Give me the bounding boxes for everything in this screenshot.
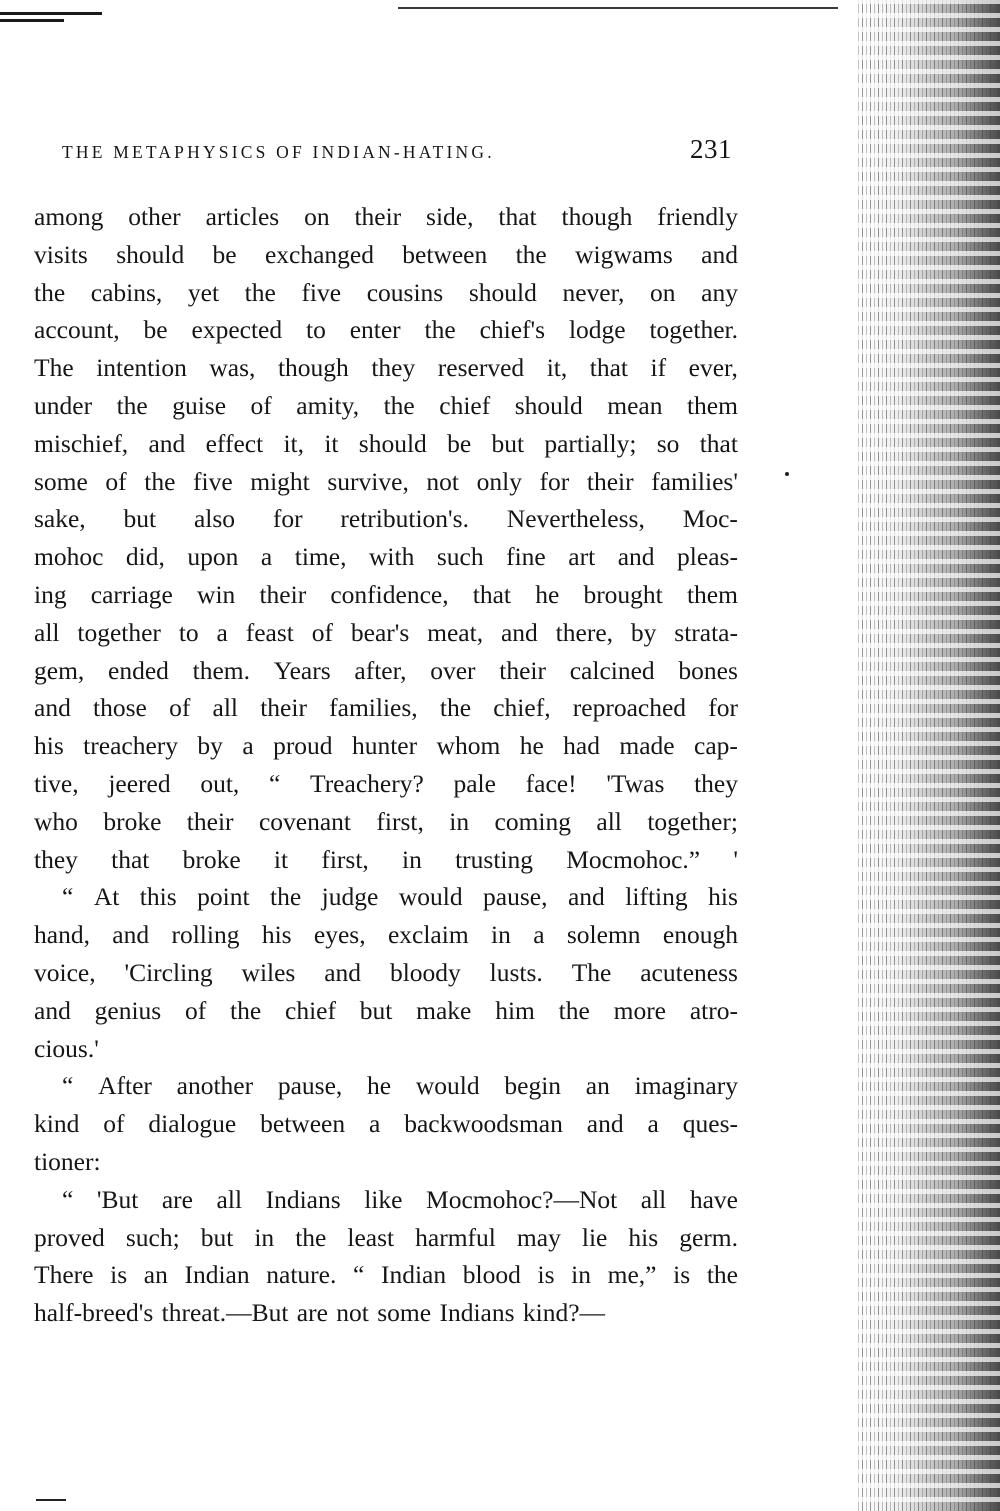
body-text bbox=[34, 198, 738, 1332]
book-page-edges-texture bbox=[855, 0, 1000, 1511]
text-line: mohoc did, upon a time, with such fine art and pleas- bbox=[34, 542, 738, 572]
text-line: his treachery by a proud hunter whom he had made cap- bbox=[34, 731, 738, 761]
text-line: who broke their covenant first, in coming all together; bbox=[34, 806, 738, 836]
text-line: account, be expected to enter the chief's lodge together. bbox=[34, 315, 738, 345]
text-line: tioner: bbox=[34, 1146, 101, 1176]
text-line: hand, and rolling his eyes, exclaim in a solemn enough bbox=[34, 920, 738, 950]
text-line: among other articles on their side, that though friendly bbox=[34, 202, 738, 231]
paragraph bbox=[34, 878, 738, 1067]
text-line: ing carriage win their confidence, that he brought them bbox=[34, 579, 738, 609]
text-line: under the guise of amity, the chief should mean them bbox=[34, 390, 738, 420]
text-line: sake, but also for retribution's. Nevertheless, Moc- bbox=[34, 504, 738, 534]
text-line: proved such; but in the least harmful may lie his germ. bbox=[34, 1222, 738, 1252]
text-line: and genius of the chief but make him the more atro- bbox=[34, 995, 738, 1025]
text-line: all together to a feast of bear's meat, and there, by strata- bbox=[34, 617, 738, 647]
text-line: tive, jeered out, “ Treachery? pale face! 'Twas they bbox=[34, 768, 738, 798]
running-head bbox=[62, 134, 732, 170]
text-line: “ 'But are all Indians like Mocmohoc?—Not all have bbox=[62, 1184, 738, 1214]
text-line: gem, ended them. Years after, over their calcined bones bbox=[34, 655, 738, 685]
scan-rule bbox=[0, 12, 102, 15]
text-line: mischief, and effect it, it should be but partially; so that bbox=[34, 428, 738, 458]
text-line: cious.' bbox=[34, 1033, 99, 1063]
scan-rule bbox=[0, 19, 64, 22]
paragraph bbox=[34, 1181, 738, 1332]
paragraph bbox=[34, 198, 738, 878]
text-line: some of the five might survive, not only for their families' bbox=[34, 466, 738, 496]
text-line: “ After another pause, he would begin an imaginary bbox=[62, 1071, 738, 1101]
paragraph bbox=[34, 1067, 738, 1180]
scan-rule bbox=[36, 1499, 66, 1501]
running-title: THE METAPHYSICS OF INDIAN-HATING. bbox=[62, 142, 495, 162]
text-line: There is an Indian nature. “ Indian blood is in me,” is the bbox=[34, 1260, 738, 1290]
text-line: The intention was, though they reserved it, that if ever, bbox=[34, 353, 738, 383]
scan-speck bbox=[785, 472, 789, 476]
text-line: voice, 'Circling wiles and bloody lusts. The acuteness bbox=[34, 957, 738, 987]
text-line: half-breed's threat.—But are not some Indians kind?— bbox=[34, 1298, 606, 1328]
text-line: “ At this point the judge would pause, and lifting his bbox=[62, 882, 738, 912]
scan-rule bbox=[398, 7, 838, 9]
text-line: and those of all their families, the chief, reproached for bbox=[34, 693, 738, 723]
text-line: visits should be exchanged between the wigwams and bbox=[34, 239, 738, 269]
text-line: they that broke it first, in trusting Mocmohoc.” ' bbox=[34, 844, 738, 874]
text-line: kind of dialogue between a backwoodsman and a ques- bbox=[34, 1109, 738, 1139]
text-line: the cabins, yet the five cousins should never, on any bbox=[34, 277, 738, 307]
page-number: 231 bbox=[690, 134, 732, 164]
